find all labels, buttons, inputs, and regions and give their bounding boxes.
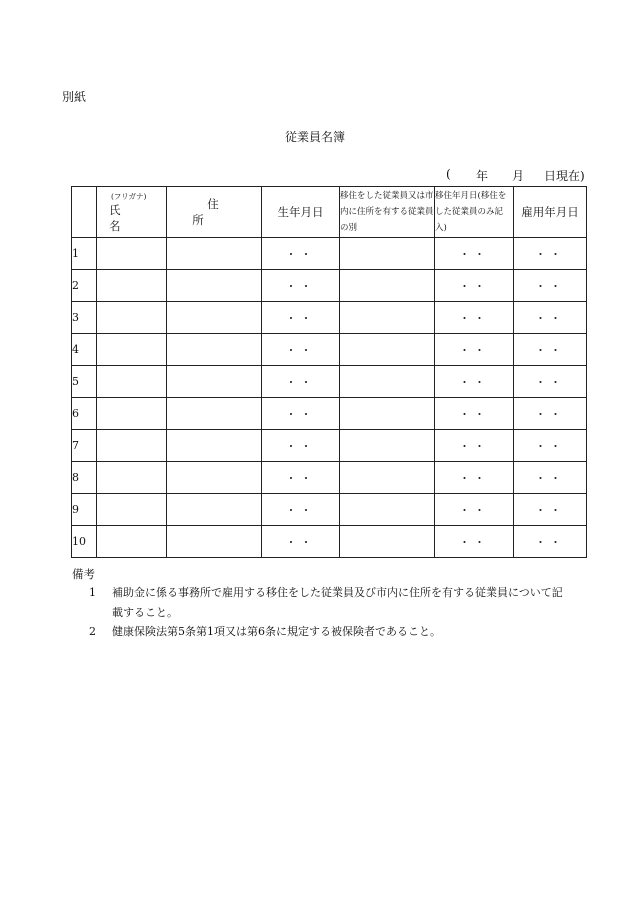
hire-date-cell[interactable]: ・・ — [514, 398, 587, 430]
table-row — [72, 366, 587, 398]
row-number: 10 — [72, 526, 97, 558]
address-cell[interactable] — [167, 494, 262, 526]
date-day-label: 日現在) — [544, 169, 585, 183]
row-number: 1 — [72, 238, 97, 270]
relocation-date-cell[interactable]: ・・ — [435, 238, 514, 270]
name-cell[interactable] — [97, 302, 167, 334]
birth-date-cell[interactable]: ・・ — [262, 334, 340, 366]
remark-number: 2 — [89, 625, 96, 638]
header-furigana: (フリガナ) — [111, 191, 147, 201]
remark-number: 1 — [89, 586, 96, 599]
name-cell[interactable] — [97, 334, 167, 366]
name-cell[interactable] — [97, 238, 167, 270]
row-number: 6 — [72, 398, 97, 430]
header-relocation-date: 移住年月日(移住をした従業員のみ記入) — [435, 187, 514, 238]
table-row — [72, 494, 587, 526]
relocation-date-cell[interactable]: ・・ — [435, 270, 514, 302]
header-name — [97, 187, 167, 238]
relocation-status-cell[interactable] — [340, 302, 435, 334]
remarks-heading: 備考 — [72, 567, 95, 581]
relocation-status-cell[interactable] — [340, 238, 435, 270]
name-cell[interactable] — [97, 398, 167, 430]
header-birth-date: 生年月日 — [262, 187, 340, 238]
birth-date-cell[interactable]: ・・ — [262, 270, 340, 302]
date-year-label: 年 — [476, 169, 489, 183]
table-row — [72, 270, 587, 302]
header-relocation-status: 移住をした従業員又は市内に住所を有する従業員の別 — [340, 187, 435, 238]
table-row — [72, 462, 587, 494]
relocation-date-cell[interactable]: ・・ — [435, 526, 514, 558]
relocation-date-cell[interactable]: ・・ — [435, 366, 514, 398]
relocation-date-cell[interactable]: ・・ — [435, 398, 514, 430]
table-row — [72, 526, 587, 558]
hire-date-cell[interactable]: ・・ — [514, 270, 587, 302]
header-address — [167, 187, 262, 238]
relocation-status-cell[interactable] — [340, 270, 435, 302]
address-cell[interactable] — [167, 238, 262, 270]
document-title: 従業員名簿 — [284, 130, 345, 144]
name-cell[interactable] — [97, 526, 167, 558]
remark-text: 補助金に係る事務所で雇用する移住をした従業員及び市内に住所を有する従業員について記載すること。 — [112, 586, 563, 619]
row-number: 4 — [72, 334, 97, 366]
birth-date-cell[interactable]: ・・ — [262, 366, 340, 398]
table-row — [72, 302, 587, 334]
address-cell[interactable] — [167, 366, 262, 398]
birth-date-cell[interactable]: ・・ — [262, 238, 340, 270]
header-address-label: 住所 — [192, 197, 251, 227]
hire-date-cell[interactable]: ・・ — [514, 366, 587, 398]
name-cell[interactable] — [97, 494, 167, 526]
table-row — [72, 430, 587, 462]
row-number: 7 — [72, 430, 97, 462]
birth-date-cell[interactable]: ・・ — [262, 398, 340, 430]
relocation-status-cell[interactable] — [340, 398, 435, 430]
row-number: 9 — [72, 494, 97, 526]
relocation-status-cell[interactable] — [340, 526, 435, 558]
hire-date-cell[interactable]: ・・ — [514, 238, 587, 270]
relocation-status-cell[interactable] — [340, 494, 435, 526]
address-cell[interactable] — [167, 270, 262, 302]
birth-date-cell[interactable]: ・・ — [262, 302, 340, 334]
remark-text: 健康保険法第5条第1項又は第6条に規定する被保険者であること。 — [112, 625, 441, 638]
name-cell[interactable] — [97, 366, 167, 398]
address-cell[interactable] — [167, 462, 262, 494]
table-row — [72, 398, 587, 430]
header-hire-date: 雇用年月日 — [514, 187, 587, 238]
hire-date-cell[interactable]: ・・ — [514, 302, 587, 334]
relocation-status-cell[interactable] — [340, 462, 435, 494]
address-cell[interactable] — [167, 526, 262, 558]
date-open-paren: ( — [446, 167, 451, 181]
hire-date-cell[interactable]: ・・ — [514, 494, 587, 526]
relocation-date-cell[interactable]: ・・ — [435, 494, 514, 526]
address-cell[interactable] — [167, 398, 262, 430]
address-cell[interactable] — [167, 302, 262, 334]
address-cell[interactable] — [167, 430, 262, 462]
hire-date-cell[interactable]: ・・ — [514, 526, 587, 558]
table-row — [72, 238, 587, 270]
table-row — [72, 334, 587, 366]
hire-date-cell[interactable]: ・・ — [514, 430, 587, 462]
attachment-label: 別紙 — [62, 90, 87, 104]
hire-date-cell[interactable]: ・・ — [514, 462, 587, 494]
row-number: 8 — [72, 462, 97, 494]
relocation-date-cell[interactable]: ・・ — [435, 302, 514, 334]
address-cell[interactable] — [167, 334, 262, 366]
row-number: 2 — [72, 270, 97, 302]
date-month-label: 月 — [512, 169, 525, 183]
header-name-label: 氏名 — [109, 202, 143, 233]
birth-date-cell[interactable]: ・・ — [262, 430, 340, 462]
name-cell[interactable] — [97, 462, 167, 494]
table-header-row — [72, 187, 587, 238]
relocation-date-cell[interactable]: ・・ — [435, 430, 514, 462]
relocation-date-cell[interactable]: ・・ — [435, 462, 514, 494]
header-number — [72, 187, 97, 238]
employee-roster-table — [71, 186, 587, 558]
birth-date-cell[interactable]: ・・ — [262, 494, 340, 526]
birth-date-cell[interactable]: ・・ — [262, 462, 340, 494]
hire-date-cell[interactable]: ・・ — [514, 334, 587, 366]
relocation-status-cell[interactable] — [340, 366, 435, 398]
row-number: 3 — [72, 302, 97, 334]
row-number: 5 — [72, 366, 97, 398]
name-cell[interactable] — [97, 430, 167, 462]
name-cell[interactable] — [97, 270, 167, 302]
relocation-date-cell[interactable]: ・・ — [435, 334, 514, 366]
birth-date-cell[interactable]: ・・ — [262, 526, 340, 558]
relocation-status-cell[interactable] — [340, 430, 435, 462]
relocation-status-cell[interactable] — [340, 334, 435, 366]
